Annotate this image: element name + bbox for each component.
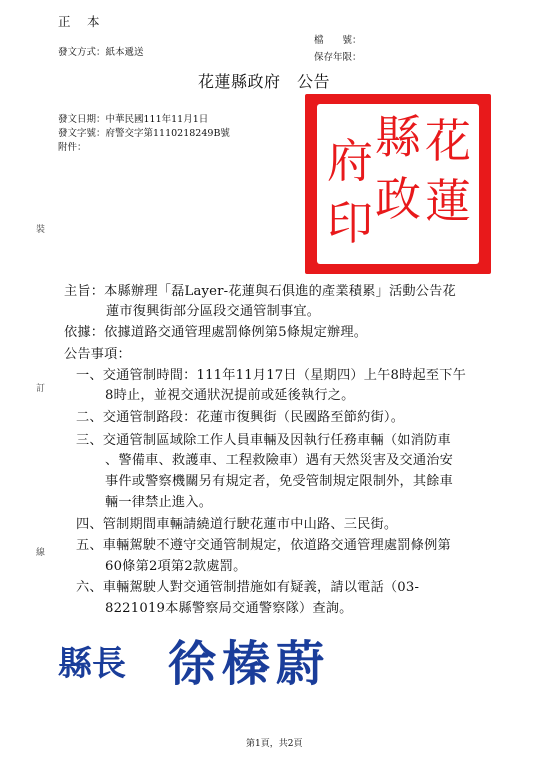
item-1-line-2: 8時止，並視交通狀況提前或延後執行之。 (105, 388, 355, 403)
item-3-line-4: 輛一律禁止進入。 (105, 495, 213, 510)
seal-char: 府 (327, 134, 373, 188)
notice-heading: 公告事項： (64, 347, 131, 362)
retention-label: 保存年限： (314, 52, 362, 63)
basis-line: 依據：依據道路交通管理處罰條例第5條規定辦理。 (64, 325, 368, 340)
subject-line-1: 主旨：本縣辦理「磊Layer-花蓮與石俱進的產業積累」活動公告花 (64, 284, 456, 299)
seal-char: 花 (425, 114, 471, 168)
binding-mark-bottom: 線 (36, 548, 46, 558)
official-seal (305, 94, 491, 274)
item-3-line-2: 、警備車、救護車、工程救險車）遇有天然災害及交通治安 (105, 453, 454, 468)
binding-mark-top: 裝 (36, 225, 46, 235)
issue-reference: 發文字號：府警交字第1110218249B號 (58, 128, 230, 139)
file-number-label: 檔 號： (314, 35, 362, 46)
subject-line-2: 蓮市復興街部分區段交通管制事宜。 (106, 304, 321, 319)
page-number: 第1頁，共2頁 (246, 739, 303, 749)
copy-type: 正 本 (58, 14, 102, 29)
page-title: 花蓮縣政府 公告 (198, 72, 331, 91)
attachment-label: 附件： (58, 142, 87, 153)
issue-date: 發文日期：中華民國111年11月1日 (58, 114, 209, 125)
delivery-method: 發文方式：紙本遞送 (58, 47, 144, 58)
signature-title: 縣長 (58, 644, 126, 684)
seal-char: 蓮 (425, 174, 471, 228)
item-2-line: 二、交通管制路段：花蓮市復興街（民國路至節約街）。 (76, 410, 405, 425)
item-6-line-2: 8221019本縣警察局交通警察隊）查詢。 (105, 601, 353, 616)
item-3-line-1: 三、交通管制區域除工作人員車輛及因執行任務車輛（如消防車 (76, 433, 451, 448)
item-3-line-3: 事件或警察機關另有規定者，免受管制規定限制外，其餘車 (105, 474, 454, 489)
seal-char: 印 (327, 196, 373, 250)
item-5-line-2: 60條第2項第2款處罰。 (105, 559, 247, 574)
item-4-line: 四、管制期間車輛請繞道行駛花蓮市中山路、三民街。 (76, 517, 398, 532)
item-6-line-1: 六、車輛駕駛人對交通管制措施如有疑義，請以電話（03- (76, 580, 420, 595)
item-1-line-1: 一、交通管制時間：111年11月17日（星期四）上午8時起至下午 (76, 368, 467, 383)
seal-char: 政 (375, 172, 421, 226)
signature-name: 徐榛蔚 (168, 636, 331, 692)
binding-mark-mid: 訂 (36, 384, 46, 394)
official-seal-field (317, 104, 479, 264)
seal-char: 縣 (375, 110, 421, 164)
item-5-line-1: 五、車輛駕駛不遵守交通管制規定，依道路交通管理處罰條例第 (76, 538, 451, 553)
